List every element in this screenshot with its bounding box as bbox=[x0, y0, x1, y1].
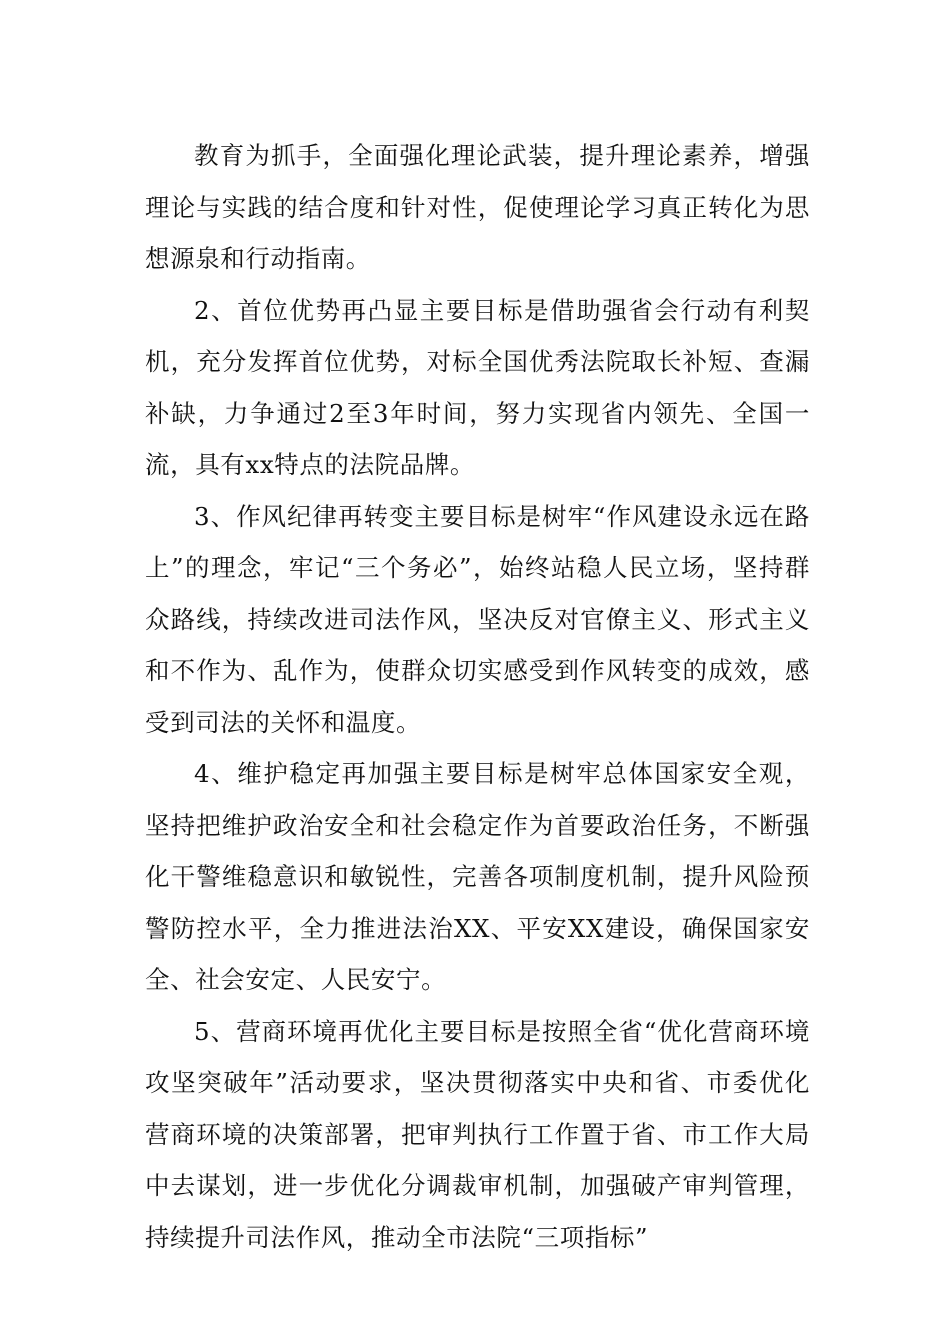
paragraph-maintain-stability: 4、维护稳定再加强主要目标是树牢总体国家安全观，坚持把维护政治安全和社会稳定作为首要政治任务，不断强化干警维稳意识和敏锐性，完善各项制度机制，提升风险预警防控水平，全力推进法治XX、平安XX建设，确保国家安全、社会安定、人民安宁。 bbox=[145, 759, 810, 994]
document-body bbox=[145, 130, 810, 1263]
paragraph-first-position-advantage: 2、首位优势再凸显主要目标是借助强省会行动有利契机，充分发挥首位优势，对标全国优秀法院取长补短、查漏补缺，力争通过2至3年时间，努力实现省内领先、全国一流，具有xx特点的法院品牌。 bbox=[145, 295, 810, 479]
paragraph-theory-study: 教育为抓手，全面强化理论武装，提升理论素养，增强理论与实践的结合度和针对性，促使理论学习真正转化为思想源泉和行动指南。 bbox=[145, 141, 810, 273]
paragraph-business-environment: 5、营商环境再优化主要目标是按照全省“优化营商环境攻坚突破年”活动要求，坚决贯彻落实中央和省、市委优化营商环境的决策部署，把审判执行工作置于省、市工作大局中去谋划，进一步优化分调裁审机制，加强破产审判管理，持续提升司法作风，推动全市法院“三项指标” bbox=[145, 1016, 810, 1252]
paragraph-work-style-discipline: 3、作风纪律再转变主要目标是树牢“作风建设永远在路上”的理念，牢记“三个务必”，始终站稳人民立场，坚持群众路线，持续改进司法作风，坚决反对官僚主义、形式主义和不作为、乱作为，使群众切实感受到作风转变的成效，感受到司法的关怀和温度。 bbox=[145, 501, 810, 737]
